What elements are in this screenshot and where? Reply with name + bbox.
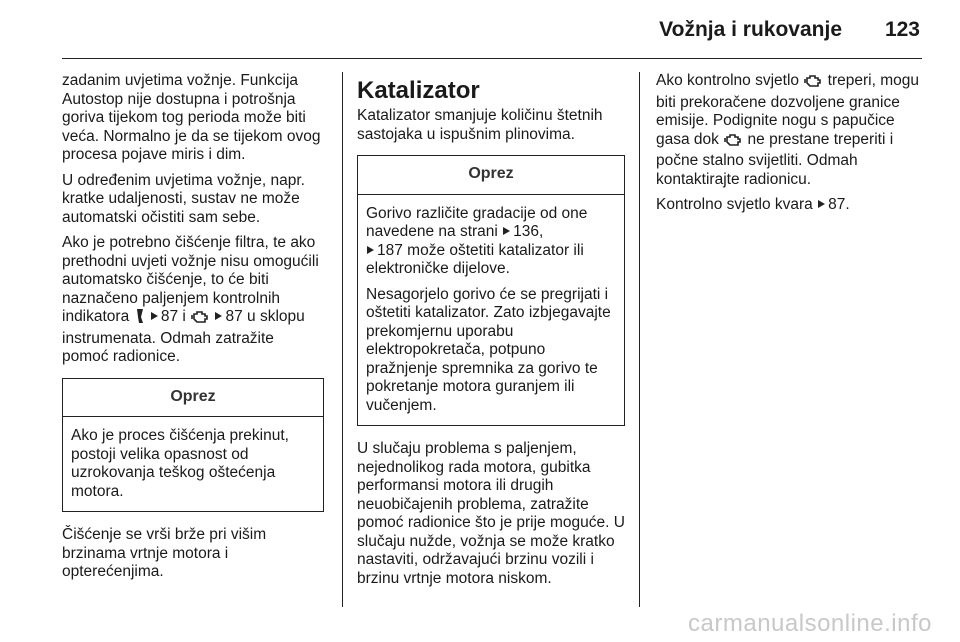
caution-text: Nesagorjelo gorivo će se pregrijati i oštetiti katalizator. Zato izbjegavajte prekomjernu uporabu elektropokretača, potpuno pražnjenje spremnika za gorivo te pokretanje motora guranjem ili vučenjem. — [366, 285, 611, 414]
diesel-filter-icon — [135, 308, 145, 330]
column-divider — [639, 72, 640, 607]
caution-body — [358, 195, 624, 426]
paragraph: zadanim uvjetima vožnje. Funkcija Autostop nije dostupna i potrošnja goriva tijekom tog perioda može biti veća. Normalno je da se tijekom ovog procesa pojave miris i dim. — [62, 72, 321, 163]
paragraph — [656, 72, 924, 189]
cross-reference-arrow-icon — [367, 246, 374, 254]
paragraph-text: treperi, mogu biti prekoračene dozvoljene granice emisije. Podignite nogu s papučice gasa dok — [656, 72, 919, 148]
caution-box — [357, 155, 625, 426]
cross-reference-arrow-icon — [215, 312, 222, 320]
page-reference: 87 u sklopu instrumenata. Odmah zatražite pomoć radionice. — [62, 308, 305, 365]
page-header-title: Vožnja i rukovanje — [659, 18, 842, 41]
caution-text-part: Gorivo različite gradacije od one navedene na strani — [366, 204, 588, 240]
page-reference: 136, — [513, 223, 544, 240]
check-engine-icon — [191, 310, 209, 330]
watermark: carmanualsonline.info — [688, 610, 932, 637]
paragraph — [656, 196, 924, 215]
caution-text: Ako je proces čišćenja prekinut, postoji velika opasnost od uzrokovanja teškog oštećenja motora. — [71, 427, 289, 500]
paragraph: U određenim uvjetima vožnje, napr. kratke udaljenosti, sustav ne može automatski očistiti sam sebe. — [62, 171, 305, 226]
caution-title: Oprez — [358, 156, 624, 195]
column-divider — [342, 72, 343, 607]
header-rule — [62, 58, 922, 59]
cross-reference-arrow-icon — [151, 312, 158, 320]
paragraph-text: Kontrolno svjetlo kvara — [656, 196, 813, 213]
paragraph-text: ne prestane treperiti i počne stalno svijetliti. Odmah kontaktirajte radionicu. — [656, 130, 894, 188]
section-heading: Katalizator — [357, 77, 480, 104]
paragraph-text: Ako kontrolno svjetlo — [656, 72, 800, 89]
column-right — [656, 72, 924, 222]
column-middle — [357, 72, 625, 595]
page-reference: 87. — [828, 196, 850, 213]
cross-reference-arrow-icon — [818, 200, 825, 208]
paragraph: Čišćenje se vrši brže pri višim brzinama vrtnje motora i opterećenjima. — [62, 526, 267, 580]
paragraph — [62, 234, 324, 367]
column-left — [62, 72, 324, 589]
caution-box — [62, 378, 324, 513]
paragraph: Katalizator smanjuje količinu štetnih sastojaka u ispušnim plinovima. — [357, 107, 603, 143]
check-engine-icon — [724, 133, 742, 153]
caution-text — [366, 205, 616, 279]
paragraph: U slučaju problema s paljenjem, nejednolikog rada motora, gubitka performansi motora ili drugih neuobičajenih problema, zatražite pomoć radionice što je prije moguće. U slučaju nužde, vožnja se može kratko nastaviti, održavajući brzinu vozili i brzinu vrtnje motora niskom. — [357, 440, 625, 587]
caution-title: Oprez — [63, 379, 323, 418]
check-engine-icon — [804, 74, 822, 94]
cross-reference-arrow-icon — [503, 227, 510, 235]
page-reference: 187 može oštetiti katalizator ili elektroničke dijelove. — [366, 241, 584, 277]
paragraph-text: Ako je potrebno čišćenje filtra, te ako prethodni uvjeti vožnje nisu omogućili automatsko čišćenje, to će biti naznačeno paljenjem kontrolnih indikatora — [62, 234, 319, 325]
page-number: 123 — [884, 18, 920, 41]
caution-body — [63, 417, 323, 511]
page-reference: 87 i — [160, 308, 186, 325]
